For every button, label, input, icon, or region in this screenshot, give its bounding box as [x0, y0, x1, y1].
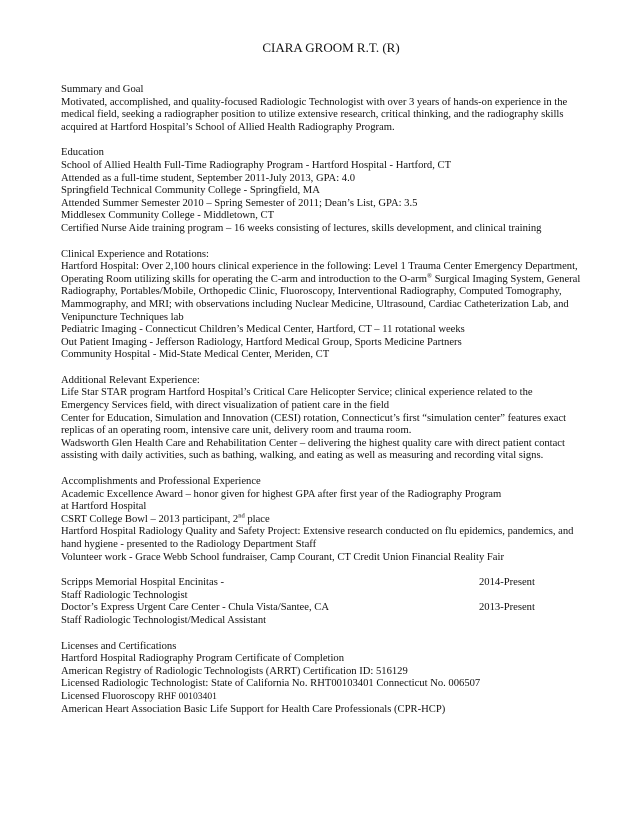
award-line: Academic Excellence Award – honor given for highest GPA after first year of the Radiography Program — [61, 488, 502, 500]
summary-heading: Summary and Goal — [61, 84, 144, 95]
licenses-section — [61, 641, 581, 717]
csrt-pre: CSRT College Bowl – 2013 participant, 2 — [61, 513, 239, 525]
license-line: American Heart Association Basic Life Support for Health Care Professionals (CPR-HCP) — [61, 703, 446, 715]
clinical-line: Out Patient Imaging - Jefferson Radiology, Hartford Medical Group, Sports Medicine Partners — [61, 336, 462, 348]
csrt-post: place — [244, 513, 270, 525]
license-line — [61, 691, 581, 704]
csrt-line — [61, 514, 581, 527]
award-line: at Hartford Hospital — [61, 501, 147, 513]
licenses-heading: Licenses and Certifications — [61, 640, 177, 652]
volunteer-line: Volunteer work - Grace Webb School fundraiser, Camp Courant, CT Credit Union Financial Reality Fair — [61, 551, 504, 563]
summary-section — [61, 84, 581, 134]
education-line: Certified Nurse Aide training program – 16 weeks consisting of lectures, skills development, and clinical training — [61, 222, 542, 234]
education-heading: Education — [61, 147, 104, 159]
clinical-hartford — [61, 261, 581, 324]
additional-para: Center for Education, Simulation and Innovation (CESI) rotation, Connecticut’s first “simulation center” features exact replicas of an operating room, intensive care unit, delivery room and trauma room. — [61, 412, 567, 437]
registered-mark: ® — [427, 272, 432, 280]
clinical-heading: Clinical Experience and Rotations: — [61, 248, 209, 260]
license-fluoro-number: RHF 00103401 — [157, 690, 217, 702]
clinical-line: Pediatric Imaging - Connecticut Children’s Medical Center, Hartford, CT – 11 rotational weeks — [61, 324, 465, 336]
job-dates: 2013-Present — [479, 602, 535, 614]
license-line: American Registry of Radiologic Technologists (ARRT) Certification ID: 516129 — [61, 665, 408, 677]
education-line: Middlesex Community College - Middletown, CT — [61, 210, 275, 222]
education-line: School of Allied Health Full-Time Radiography Program - Hartford Hospital - Hartford, CT — [61, 159, 452, 171]
additional-para: Life Star STAR program Hartford Hospital’s Critical Care Helicopter Service; clinical experience related to the Emergency Services field, with direct visualization of patient care in the field — [61, 387, 533, 412]
clinical-section — [61, 249, 581, 362]
job-employer: Doctor’s Express Urgent Care Center - Chula Vista/Santee, CA — [61, 602, 329, 614]
education-section — [61, 147, 581, 235]
additional-heading: Additional Relevant Experience: — [61, 374, 200, 386]
license-line: Hartford Hospital Radiography Program Certificate of Completion — [61, 653, 345, 665]
additional-para: Wadsworth Glen Health Care and Rehabilitation Center – delivering the highest quality care with direct patient contact assisting with daily activities, such as bathing, walking, and eating as well as measuring and recording vital signs. — [61, 437, 565, 462]
accomplishments-heading: Accomplishments and Professional Experience — [61, 476, 261, 488]
job-title: Staff Radiologic Technologist/Medical Assistant — [61, 614, 267, 626]
resume-name: CIARA GROOM R.T. (R) — [262, 40, 400, 55]
education-line: Attended as a full-time student, September 2011-July 2013, GPA: 4.0 — [61, 172, 356, 184]
jobs-section — [61, 577, 581, 627]
resume-page — [61, 40, 581, 729]
license-fluoro-label: Licensed Fluoroscopy — [61, 690, 158, 702]
clinical-hartford-pre: Hartford Hospital: Over 2,100 hours clinical experience in the following: Level 1 Trauma Center Emergency Department, Operating Room utilizing skills for operating the C-arm and introduction to the O-arm — [61, 261, 578, 285]
job-title: Staff Radiologic Technologist — [61, 589, 188, 601]
clinical-hartford-post: Surgical Imaging System, General Radiography, Portables/Mobile, Orthopedic Clinic, Fluoroscopy, Interventional Radiography, Computed Tomography, Mammography, and MRI; with observations including Nuclear Medicine, Ultrasound, Cardiac Catheterization Lab, and Venipuncture Techniques lab — [61, 273, 581, 323]
project-line: Hartford Hospital Radiology Quality and Safety Project: Extensive research conducted on flu epidemics, pandemics, and hand hygiene - presented to the Radiology Department Staff — [61, 526, 574, 550]
education-line: Springfield Technical Community College - Springfield, MA — [61, 185, 320, 197]
job-row — [61, 602, 571, 615]
additional-section — [61, 375, 581, 463]
job-employer: Scripps Memorial Hospital Encinitas - — [61, 577, 224, 589]
job-dates: 2014-Present — [479, 577, 535, 589]
summary-text: Motivated, accomplished, and quality-focused Radiologic Technologist with over 3 years of hands-on experience in the medical field, seeking a radiographer position to utilize extensive research, critical thinking, and the radiography skills acquired at Hartford Hospital’s School of Allied Health Radiography Program. — [61, 96, 568, 133]
license-line: Licensed Radiologic Technologist: State of California No. RHT00103401 Connecticut No. 006507 — [61, 678, 481, 690]
education-line: Attended Summer Semester 2010 – Spring Semester of 2011; Dean’s List, GPA: 3.5 — [61, 197, 418, 209]
clinical-line: Community Hospital - Mid-State Medical Center, Meriden, CT — [61, 349, 330, 361]
ordinal-suffix: nd — [238, 512, 245, 520]
accomplishments-section — [61, 476, 581, 564]
job-row — [61, 577, 571, 590]
